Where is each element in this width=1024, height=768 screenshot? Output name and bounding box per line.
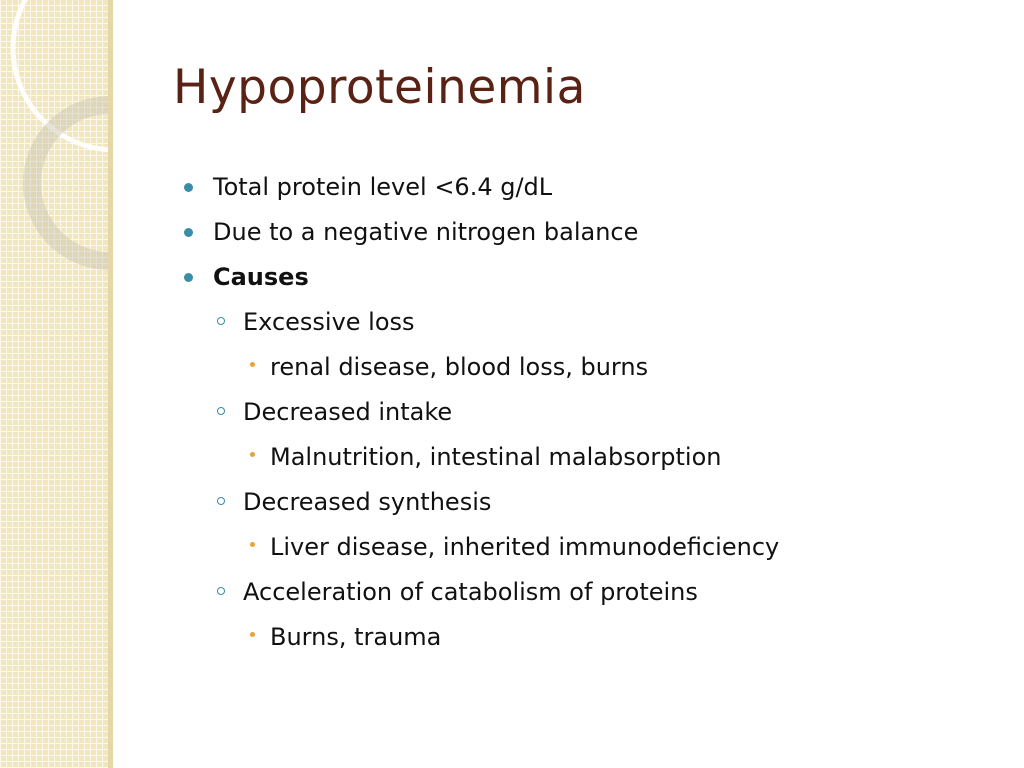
sub-sub-bullet-text: renal disease, blood loss, burns (270, 353, 649, 381)
sub-bullet-text: Excessive loss (243, 308, 415, 336)
sub-bullet-item (180, 300, 1000, 345)
sub-sub-bullet-text: Burns, trauma (270, 623, 442, 651)
sub-sub-bullet-item (180, 435, 1000, 480)
side-strip-edge (108, 0, 113, 768)
bullet-dot-icon (184, 183, 193, 192)
bullet-item-causes (180, 255, 1000, 300)
sub-bullet-item (180, 570, 1000, 615)
sub-bullet-text: Acceleration of catabolism of proteins (243, 578, 698, 606)
small-dot-bullet-icon (250, 632, 255, 637)
decorative-circles (0, 0, 113, 768)
sub-sub-bullet-text: Malnutrition, intestinal malabsorption (270, 443, 722, 471)
slide-content (180, 165, 1000, 660)
hollow-circle-bullet-icon (217, 317, 225, 325)
bullet-dot-icon (184, 273, 193, 282)
sub-bullet-text: Decreased intake (243, 398, 453, 426)
sub-sub-bullet-text: Liver disease, inherited immunodeficiency (270, 533, 780, 561)
bullet-item (180, 210, 1000, 255)
sub-sub-bullet-item (180, 345, 1000, 390)
hollow-circle-bullet-icon (217, 497, 225, 505)
bullet-text: Total protein level <6.4 g/dL (213, 173, 553, 201)
slide-title: Hypoproteinemia (173, 60, 586, 115)
hollow-circle-bullet-icon (217, 587, 225, 595)
bullet-dot-icon (184, 228, 193, 237)
sub-sub-bullet-item (180, 525, 1000, 570)
sub-sub-bullet-item (180, 615, 1000, 660)
bullet-text: Causes (213, 263, 309, 291)
hollow-circle-bullet-icon (217, 407, 225, 415)
small-dot-bullet-icon (250, 362, 255, 367)
bullet-item (180, 165, 1000, 210)
sub-bullet-item (180, 480, 1000, 525)
small-dot-bullet-icon (250, 542, 255, 547)
sub-bullet-item (180, 390, 1000, 435)
bullet-text: Due to a negative nitrogen balance (213, 218, 639, 246)
decorative-side-strip (0, 0, 113, 768)
small-dot-bullet-icon (250, 452, 255, 457)
sub-bullet-text: Decreased synthesis (243, 488, 492, 516)
